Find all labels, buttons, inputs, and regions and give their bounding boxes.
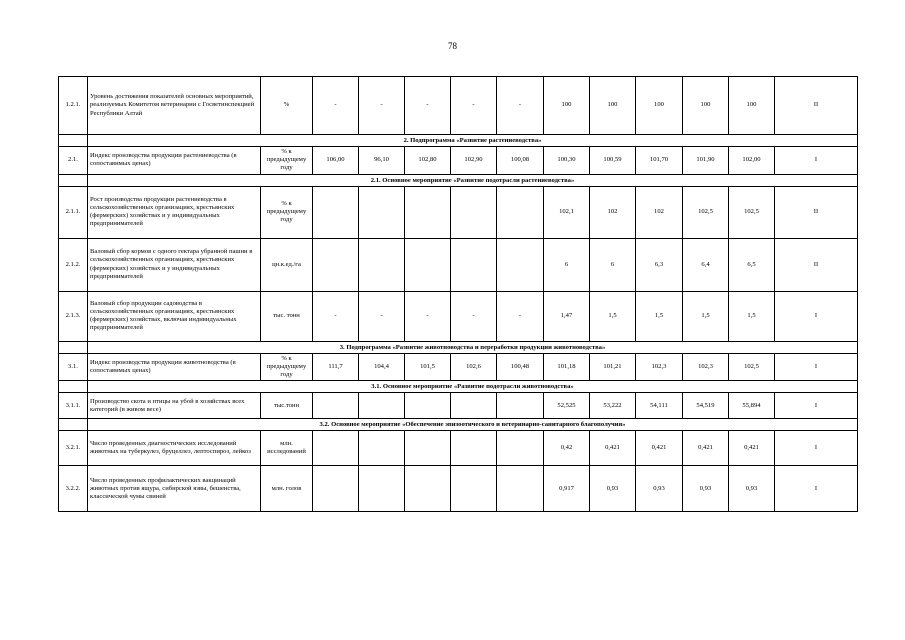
value-cell: 53,222 [590,393,636,419]
value-cell: - [359,291,405,341]
unit-cell: млн. голов [261,466,313,512]
value-cell [497,393,544,419]
section-title: 3.1. Основное мероприятие «Развитие подотрасли животноводства» [88,381,858,393]
unit-cell: млн. исследований [261,431,313,466]
indicator-description: Рост производства продукции растениеводства в сельскохозяйственных организациях, крестьянских (фермерских) хозяйствах и у индивидуальных предпринимателей [88,186,261,238]
value-cell: 101,21 [590,353,636,381]
indicator-description: Индекс производства продукции растениеводства (в сопоставимых ценах) [88,147,261,175]
table-row [59,77,858,135]
value-cell: 96,10 [359,147,405,175]
value-cell: 111,7 [313,353,359,381]
table-row [59,393,858,419]
table-row [59,431,858,466]
value-cell: 1,5 [729,291,775,341]
indicator-description: Число проведенных диагностических исследований животных на туберкулез, бруцеллез, лептоспироз, лейкоз [88,431,261,466]
value-cell [497,431,544,466]
value-cell: 0,421 [683,431,729,466]
value-cell: - [359,77,405,135]
value-cell [313,238,359,291]
status-cell: I [775,393,858,419]
value-cell [359,238,405,291]
value-cell [313,393,359,419]
value-cell [405,186,451,238]
value-cell: 102,5 [729,186,775,238]
value-cell: 52,525 [544,393,590,419]
unit-cell: % [261,77,313,135]
value-cell [451,431,497,466]
value-cell: 6,3 [636,238,683,291]
value-cell: 0,42 [544,431,590,466]
unit-cell: % к предыдущему году [261,353,313,381]
table-row [59,147,858,175]
value-cell: 102,6 [451,353,497,381]
table-row [59,186,858,238]
row-number: 2.1.2. [59,238,88,291]
value-cell [405,466,451,512]
value-cell [313,186,359,238]
value-cell: 102,5 [729,353,775,381]
value-cell [313,431,359,466]
value-cell: 102 [590,186,636,238]
value-cell: 0,421 [636,431,683,466]
value-cell: 102,3 [636,353,683,381]
status-cell: I [775,431,858,466]
value-cell [497,466,544,512]
value-cell: - [451,77,497,135]
unit-cell: % к предыдущему году [261,186,313,238]
table-row [59,291,858,341]
status-cell: I [775,353,858,381]
value-cell: 100,08 [497,147,544,175]
value-cell: 100 [729,77,775,135]
value-cell: 102,90 [451,147,497,175]
value-cell: 102,00 [729,147,775,175]
indicators-table [58,76,858,512]
section-row [59,174,858,186]
empty-cell [59,135,88,147]
value-cell: 54,519 [683,393,729,419]
status-cell: I [775,147,858,175]
value-cell: 1,5 [683,291,729,341]
section-row [59,381,858,393]
value-cell: 0,93 [683,466,729,512]
section-row [59,419,858,431]
value-cell: - [497,291,544,341]
value-cell: 101,5 [405,353,451,381]
value-cell: 100,30 [544,147,590,175]
value-cell [405,238,451,291]
value-cell: 100,48 [497,353,544,381]
row-number: 2.1.3. [59,291,88,341]
value-cell [359,393,405,419]
value-cell: 100 [590,77,636,135]
indicator-description: Число проведенных профилактических вакцинаций животных против ящура, сибирской язвы, бешенства, классической чумы свиней [88,466,261,512]
empty-cell [59,174,88,186]
value-cell: 6 [590,238,636,291]
value-cell [451,393,497,419]
row-number: 1.2.1. [59,77,88,135]
value-cell: - [451,291,497,341]
value-cell: 102,5 [683,186,729,238]
table-row [59,238,858,291]
value-cell: 55,894 [729,393,775,419]
row-number: 2.1. [59,147,88,175]
section-title: 2.1. Основное мероприятие «Развитие подотрасли растениеводства» [88,174,858,186]
row-number: 2.1.1. [59,186,88,238]
value-cell: - [313,291,359,341]
row-number: 3.1. [59,353,88,381]
value-cell: - [313,77,359,135]
value-cell: 101,70 [636,147,683,175]
unit-cell: тыс. тонн [261,291,313,341]
value-cell [359,431,405,466]
unit-cell: тыс.тонн [261,393,313,419]
indicator-description: Уровень достижения показателей основных мероприятий, реализуемых Комитетом ветеринарии с Госветинспекцией Республики Алтай [88,77,261,135]
value-cell [359,186,405,238]
value-cell: - [405,291,451,341]
value-cell: 101,90 [683,147,729,175]
table-row [59,466,858,512]
value-cell: 100 [636,77,683,135]
unit-cell: % к предыдущему году [261,147,313,175]
value-cell [405,431,451,466]
value-cell [313,466,359,512]
value-cell: 1,5 [590,291,636,341]
table-row [59,353,858,381]
value-cell: 106,00 [313,147,359,175]
value-cell: 102,1 [544,186,590,238]
value-cell: 54,111 [636,393,683,419]
value-cell [359,466,405,512]
section-title: 3. Подпрограмма «Развитие животноводства и переработки продукции животноводства» [88,341,858,353]
value-cell: 100,59 [590,147,636,175]
value-cell [497,238,544,291]
value-cell: 6,4 [683,238,729,291]
value-cell [497,186,544,238]
value-cell: - [497,77,544,135]
status-cell: I [775,466,858,512]
row-number: 3.2.1. [59,431,88,466]
value-cell: 1,5 [636,291,683,341]
unit-cell: цн.к.ед./га [261,238,313,291]
empty-cell [59,341,88,353]
value-cell: 0,421 [729,431,775,466]
row-number: 3.2.2. [59,466,88,512]
value-cell: 6 [544,238,590,291]
empty-cell [59,419,88,431]
value-cell [451,238,497,291]
indicator-description: Валовый сбор продукции садоводства в сельскохозяйственных организациях, крестьянских (фермерских) хозяйствах, включая индивидуальных предпринимателей [88,291,261,341]
value-cell: 104,4 [359,353,405,381]
indicator-description: Валовый сбор кормов с одного гектара убранной пашни в сельскохозяйственных организациях, крестьянских (фермерских) хозяйствах и у индивидуальных предпринимателей [88,238,261,291]
status-cell: II [775,238,858,291]
status-cell: II [775,186,858,238]
value-cell [451,186,497,238]
value-cell: 0,93 [590,466,636,512]
value-cell: 0,917 [544,466,590,512]
value-cell: 0,421 [590,431,636,466]
indicator-description: Индекс производства продукции животноводства (в сопоставимых ценах) [88,353,261,381]
row-number: 3.1.1. [59,393,88,419]
value-cell: 6,5 [729,238,775,291]
value-cell: 0,93 [729,466,775,512]
section-title: 3.2. Основное мероприятие «Обеспечение эпизоотического и ветеринарно-санитарного благополучия» [88,419,858,431]
status-cell: I [775,291,858,341]
status-cell: II [775,77,858,135]
value-cell: 102 [636,186,683,238]
value-cell: 0,93 [636,466,683,512]
value-cell: 100 [683,77,729,135]
section-title: 2. Подпрограмма «Развитие растениеводства» [88,135,858,147]
value-cell [405,393,451,419]
section-row [59,135,858,147]
indicator-description: Производство скота и птицы на убой в хозяйствах всех категорий (в живом весе) [88,393,261,419]
value-cell: 101,18 [544,353,590,381]
empty-cell [59,381,88,393]
value-cell: 100 [544,77,590,135]
value-cell: 1,47 [544,291,590,341]
value-cell: - [405,77,451,135]
value-cell: 102,3 [683,353,729,381]
value-cell [451,466,497,512]
value-cell: 102,80 [405,147,451,175]
page-number: 78 [448,41,457,51]
section-row [59,341,858,353]
